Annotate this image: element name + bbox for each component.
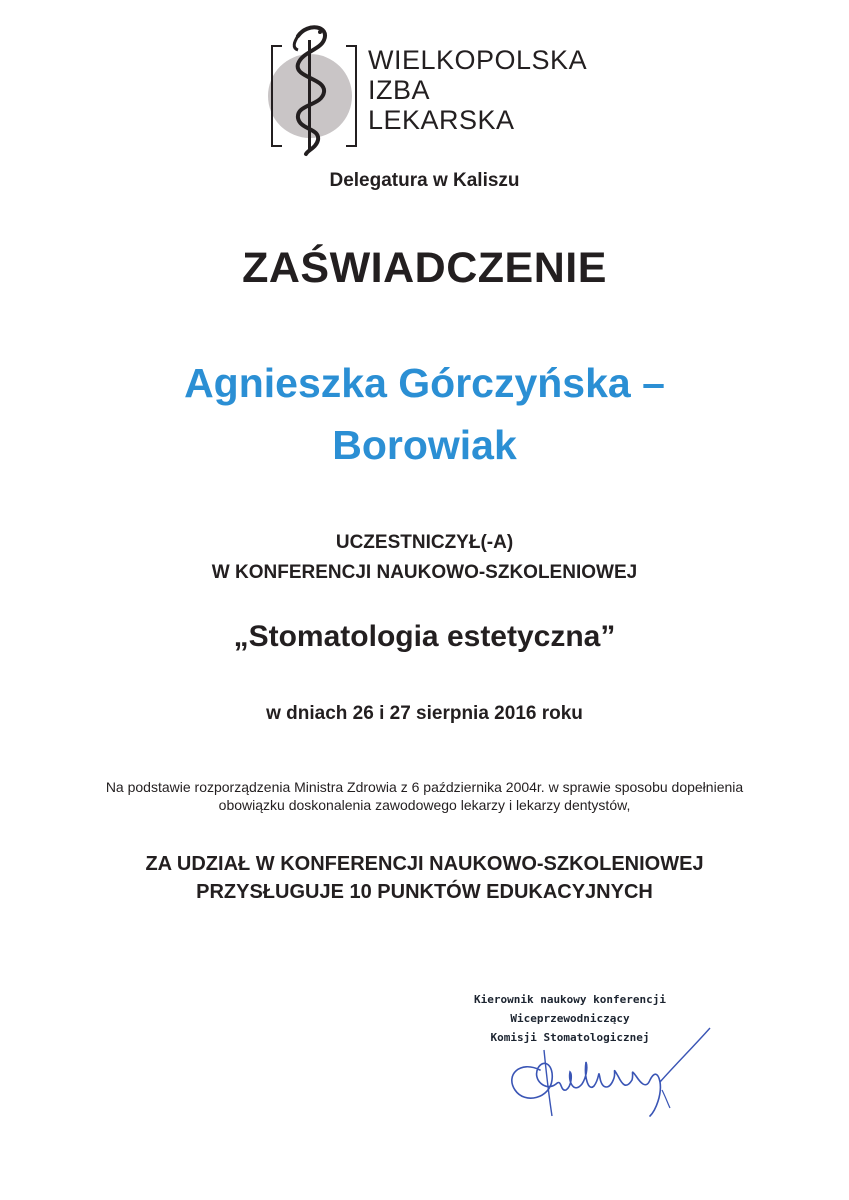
points-line: PRZYSŁUGUJE 10 PUNKTÓW EDUKACYJNYCH <box>196 881 653 903</box>
signatory-line: Kierownik naukowy konferencji <box>473 993 667 1006</box>
education-points <box>0 850 849 906</box>
legal-basis <box>0 778 849 814</box>
legal-line: obowiązku doskonalenia zawodowego lekarzy i lekarzy dentystów, <box>218 797 631 813</box>
caduceus-snake-icon <box>268 18 368 158</box>
recipient-name <box>0 352 849 476</box>
legal-line: Na podstawie rozporządzenia Ministra Zdrowia z 6 października 2004r. w sprawie sposobu dopełnienia <box>105 779 744 795</box>
handwritten-signature <box>500 1020 730 1120</box>
chamber-name-line: WIELKOPOLSKA <box>368 45 588 75</box>
chamber-name-line: IZBA <box>368 75 431 105</box>
document-title: ZAŚWIADCZENIE <box>242 244 607 292</box>
delegation-name: Delegatura w Kaliszu <box>329 170 520 191</box>
chamber-name-line: LEKARSKA <box>368 105 515 135</box>
signatory-line: Komisji Stomatologicznej <box>490 1031 650 1044</box>
recipient-name-line: Agnieszka Górczyńska – <box>184 360 665 406</box>
conference-title: „Stomatologia estetyczna” <box>233 620 616 653</box>
participation-line: UCZESTNICZYŁ(-A) <box>335 532 514 553</box>
chamber-name <box>368 45 587 135</box>
signatory-line: Wiceprzewodniczący <box>510 1012 630 1025</box>
participation-statement <box>0 528 849 588</box>
points-line: ZA UDZIAŁ W KONFERENCJI NAUKOWO-SZKOLENIOWEJ <box>145 853 704 875</box>
participation-line: W KONFERENCJI NAUKOWO-SZKOLENIOWEJ <box>211 562 638 583</box>
conference-dates: w dniach 26 i 27 sierpnia 2016 roku <box>266 703 583 724</box>
recipient-name-line: Borowiak <box>332 422 517 468</box>
chamber-logo <box>268 18 588 158</box>
